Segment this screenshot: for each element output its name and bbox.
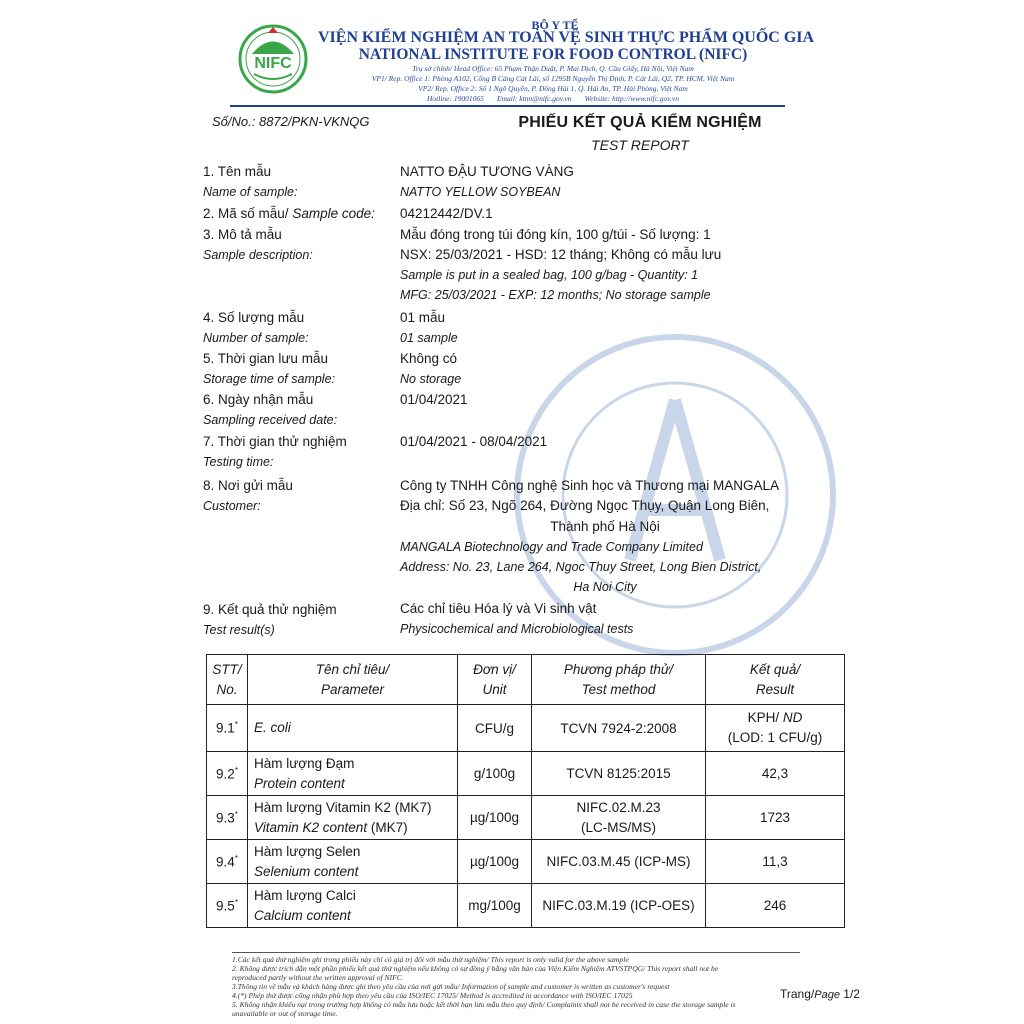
row-stt: 9.3* [207, 796, 248, 840]
customer-address-vn: Địa chỉ: Số 23, Ngõ 264, Đường Ngọc Thụy, Quận Long Biên, [400, 498, 770, 513]
footer-note-1: 1.Các kết quả thử nghiệm ghi trong phiếu này chỉ có giá trị đối với mẫu thử nghiệm/ This report is only valid for the above sample [232, 955, 629, 964]
sample-code-value: 04212442/DV.1 [400, 206, 493, 221]
row-unit: µg/100g [458, 840, 532, 884]
sample-description-line-1: Mẫu đóng trong túi đóng kín, 100 g/túi - Số lượng: 1 [400, 227, 711, 242]
hotline: Hotline: 19001065 [426, 94, 484, 103]
row-result: 1723 [706, 796, 845, 840]
test-result-label-en: Test result(s) [203, 623, 275, 637]
footer-note-2: 2. Không được trích dẫn một phần phiếu kết quả thử nghiệm nếu không có sự đồng ý bằng văn bản của Viện Kiểm Nghiệm ATVSTPQG/ This report shall not be [232, 964, 719, 973]
row-stt: 9.1* [207, 705, 248, 752]
logo-text: NIFC [254, 55, 292, 72]
sample-name-value: NATTO ĐẬU TƯƠNG VÀNG [400, 164, 574, 179]
storage-time-label: 5. Thời gian lưu mẫu [203, 351, 328, 366]
testing-time-value: 01/04/2021 - 08/04/2021 [400, 434, 548, 449]
header-parameter: Tên chỉ tiêu/ Parameter [248, 655, 458, 705]
customer-address-en: Address: No. 23, Lane 264, Ngoc Thuy Street, Long Bien District, [400, 560, 762, 574]
row-result: 246 [706, 884, 845, 928]
rep-office-2-address: VP2/ Rep. Office 2: Số 1 Ngô Quyền, P. Đông Hải 1, Q. Hải An, TP. Hải Phòng, Việt Nam [418, 84, 688, 93]
footer-note-5b: unavailable or out of storage time. [232, 1009, 338, 1018]
row-unit: g/100g [458, 752, 532, 796]
sample-quantity-label-en: Number of sample: [203, 331, 309, 345]
table-row [207, 752, 845, 796]
storage-time-value: Không có [400, 351, 458, 366]
row-method: NIFC.03.M.19 (ICP-OES) [532, 884, 706, 928]
row-parameter: Hàm lượng Calci Calcium content [248, 884, 458, 928]
customer-name-vn: Công ty TNHH Công nghệ Sinh học và Thương mại MANGALA [400, 478, 780, 493]
sample-quantity-value: 01 mẫu [400, 310, 446, 325]
email: Email: ktnn@nifc.gov.vn [496, 94, 572, 103]
footer-note-2b: reproduced partly without the written approval of NIFC [232, 973, 402, 982]
received-date-value: 01/04/2021 [400, 392, 468, 407]
contact-line [318, 94, 788, 103]
header-unit: Đơn vị/ Unit [458, 655, 532, 705]
row-unit: µg/100g [458, 796, 532, 840]
ministry-name: BỘ Y TẾ [531, 18, 579, 32]
row-stt: 9.5* [207, 884, 248, 928]
report-title-en: TEST REPORT [591, 137, 689, 153]
row-result: KPH/ ND (LOD: 1 CFU/g) [706, 705, 845, 752]
sample-description-line-4: MFG: 25/03/2021 - EXP: 12 months; No storage sample [400, 288, 711, 302]
table-row [207, 796, 845, 840]
footer-note-5: 5. Không nhận khiếu nại trong trường hợp không có mẫu lưu hoặc kết thời hạn lưu mẫu theo quy định/ Complaints shall not be received in case the storage sample is [232, 1000, 736, 1009]
report-number: Số/No.: 8872/PKN-VKNQG [212, 114, 370, 129]
header-stt: STT/ No. [207, 655, 248, 705]
header-result: Kết quả/ Result [706, 655, 845, 705]
nifc-logo [238, 24, 308, 94]
row-parameter: E. coli [248, 705, 458, 752]
header-method: Phương pháp thử/ Test method [532, 655, 706, 705]
sample-description-label: 3. Mô tả mẫu [203, 227, 282, 242]
head-office-address: Trụ sở chính/ Head Office: 65 Phạm Thận Duật, P. Mai Dịch, Q. Cầu Giấy, Hà Nội, Việt Nam [412, 64, 694, 73]
row-method: NIFC.03.M.45 (ICP-MS) [532, 840, 706, 884]
rep-office-1-address: VP1/ Rep. Office 1: Phòng A102, Cổng B Cảng Cát Lái, số 1295B Nguyễn Thị Định, P. Cát Lái, Q2, TP. HCM, Việt Nam [371, 74, 735, 83]
row-result: 42,3 [706, 752, 845, 796]
row-unit: mg/100g [458, 884, 532, 928]
footer-note-4: 4.(*) Phép thử được công nhận phù hợp theo yêu cầu của ISO/IEC 17025/ Method is accredited in accordance with ISO/IEC 17025 [232, 991, 633, 1000]
customer-label: 8. Nơi gửi mẫu [203, 478, 293, 493]
row-parameter: Hàm lượng Vitamin K2 (MK7) Vitamin K2 content (MK7) [248, 796, 458, 840]
sample-description-line-2: NSX: 25/03/2021 - HSD: 12 tháng; Không có mẫu lưu [400, 247, 722, 262]
storage-time-label-en: Storage time of sample: [203, 372, 336, 386]
row-parameter: Hàm lượng Selen Selenium content [248, 840, 458, 884]
page-number: Trang/Page 1/2 [780, 987, 860, 1001]
sample-quantity-value-en: 01 sample [400, 331, 458, 345]
row-method: TCVN 7924-2:2008 [532, 705, 706, 752]
row-method: NIFC.02.M.23 (LC-MS/MS) [532, 796, 706, 840]
customer-city-en: Ha Noi City [573, 580, 637, 594]
customer-label-en: Customer: [203, 499, 261, 513]
sample-name-value-en: NATTO YELLOW SOYBEAN [400, 185, 561, 199]
institute-name-vn: VIỆN KIỂM NGHIỆM AN TOÀN VỆ SINH THỰC PHẨM QUỐC GIA [318, 29, 815, 46]
test-result-value: Các chỉ tiêu Hóa lý và Vi sinh vật [400, 601, 597, 616]
table-header-row [207, 655, 845, 705]
footer-divider [232, 952, 800, 953]
customer-name-en: MANGALA Biotechnology and Trade Company Limited [400, 540, 703, 554]
test-result-value-en: Physicochemical and Microbiological tests [400, 622, 634, 636]
sample-quantity-label: 4. Số lượng mẫu [203, 310, 305, 325]
testing-time-label-en: Testing time: [203, 455, 274, 469]
sample-description-line-3: Sample is put in a sealed bag, 100 g/bag - Quantity: 1 [400, 268, 699, 282]
sample-name-label: 1. Tên mẫu [203, 164, 272, 179]
row-method: TCVN 8125:2015 [532, 752, 706, 796]
row-stt: 9.2* [207, 752, 248, 796]
header-divider [230, 105, 785, 107]
report-title-vn: PHIẾU KẾT QUẢ KIỂM NGHIỆM [518, 114, 762, 131]
sample-description-label-en: Sample description: [203, 248, 313, 262]
received-date-label: 6. Ngày nhận mẫu [203, 392, 314, 407]
row-unit: CFU/g [458, 705, 532, 752]
row-stt: 9.4* [207, 840, 248, 884]
footer-note-3: 3.Thông tin về mẫu và khách hàng được ghi theo yêu cầu của nơi gửi mẫu/ Information of sample and customer is written as customer's request [232, 982, 670, 991]
institute-name-en: NATIONAL INSTITUTE FOR FOOD CONTROL (NIFC) [358, 46, 748, 63]
customer-city-vn: Thành phố Hà Nội [550, 519, 660, 534]
sample-name-label-en: Name of sample: [203, 185, 298, 199]
storage-time-value-en: No storage [400, 372, 462, 386]
table-row [207, 840, 845, 884]
results-table [206, 654, 845, 928]
row-result: 11,3 [706, 840, 845, 884]
sample-code-label: 2. Mã số mẫu/ Sample code: [203, 206, 375, 221]
table-row [207, 884, 845, 928]
testing-time-label: 7. Thời gian thử nghiệm [203, 434, 347, 449]
received-date-label-en: Sampling received date: [203, 413, 338, 427]
website: Website: http://www.nifc.gov.vn [584, 94, 679, 103]
row-parameter: Hàm lượng Đạm Protein content [248, 752, 458, 796]
table-row [207, 705, 845, 752]
test-result-label: 9. Kết quả thử nghiệm [203, 602, 337, 617]
